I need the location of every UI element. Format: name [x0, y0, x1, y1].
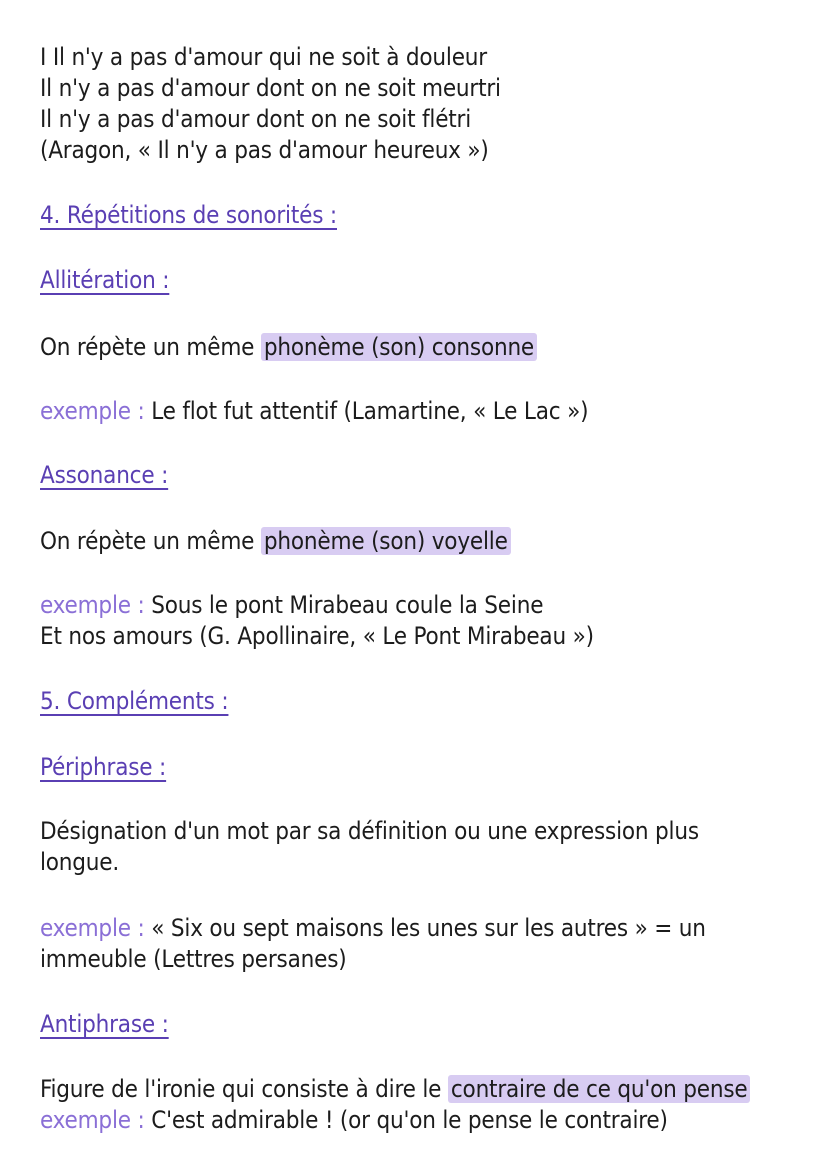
section-4-title: 4. Répétitions de sonorités : [40, 201, 337, 229]
assonance-example [40, 590, 543, 621]
definition-text: On répète un même [40, 333, 255, 361]
antiphrase-heading: Antiphrase : [40, 1010, 169, 1038]
example-label: exemple : [40, 397, 145, 425]
alliteration-example [40, 396, 588, 427]
alliteration-heading: Allitération : [40, 266, 170, 294]
definition-text: On répète un même [40, 527, 255, 555]
poem-citation: (Aragon, « Il n'y a pas d'amour heureux ») [40, 136, 489, 164]
highlighted-term: phonème (son) consonne [261, 333, 537, 361]
example-text: Le flot fut attentif (Lamartine, « Le Lac ») [151, 397, 589, 425]
example-label: exemple : [40, 591, 145, 619]
antiphrase-definition [40, 1074, 750, 1105]
alliteration-definition [40, 332, 537, 363]
periphrase-example-cont: immeuble (Lettres persanes) [40, 945, 347, 973]
example-label: exemple : [40, 1106, 145, 1134]
section-5-title: 5. Compléments : [40, 687, 229, 715]
definition-text: Figure de l'ironie qui consiste à dire le [40, 1075, 442, 1103]
assonance-heading: Assonance : [40, 461, 169, 489]
periphrase-heading: Périphrase : [40, 753, 167, 781]
periphrase-definition-cont: longue. [40, 848, 120, 876]
highlighted-term: phonème (son) voyelle [261, 527, 511, 555]
periphrase-example [40, 913, 706, 944]
poem-line: I Il n'y a pas d'amour qui ne soit à douleur [40, 43, 487, 71]
highlighted-term: contraire de ce qu'on pense [448, 1075, 751, 1103]
periphrase-definition: Désignation d'un mot par sa définition ou une expression plus [40, 817, 699, 845]
poem-line: Il n'y a pas d'amour dont on ne soit flétri [40, 105, 472, 133]
example-label: exemple : [40, 914, 145, 942]
assonance-example-cont: Et nos amours (G. Apollinaire, « Le Pont Mirabeau ») [40, 622, 594, 650]
example-text: Sous le pont Mirabeau coule la Seine [151, 591, 544, 619]
assonance-definition [40, 526, 511, 557]
example-text: C'est admirable ! (or qu'on le pense le contraire) [151, 1106, 668, 1134]
poem-line: Il n'y a pas d'amour dont on ne soit meurtri [40, 74, 501, 102]
example-text: « Six ou sept maisons les unes sur les autres » = un [151, 914, 706, 942]
antiphrase-example [40, 1105, 668, 1136]
